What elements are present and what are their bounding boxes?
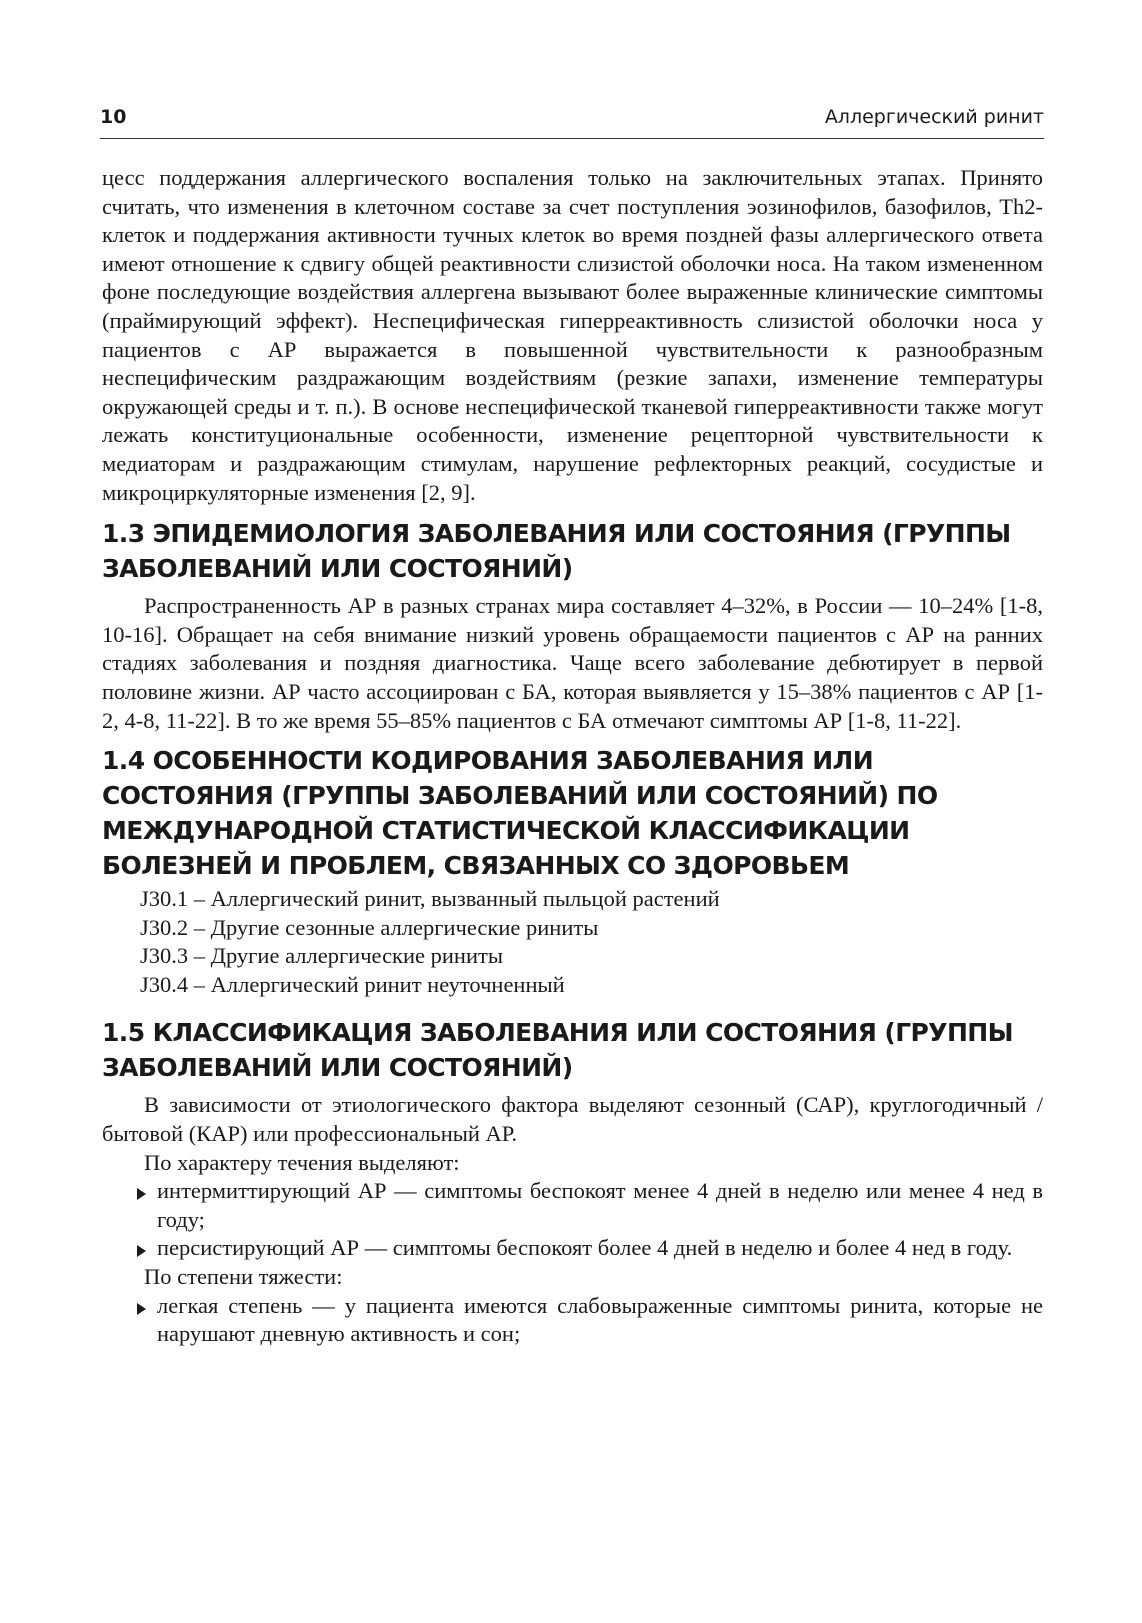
triangle-bullet-icon (137, 1303, 146, 1315)
severity-item-text: легкая степень — у пациента имеются слабовыраженные симптомы ринита, которые не нарушают дневную активность и сон; (157, 1292, 1043, 1347)
icd-code-item: J30.1 – Аллергический ринит, вызванный пыльцой растений (140, 886, 720, 912)
icd-code-item: J30.4 – Аллергический ринит неуточненный (140, 971, 565, 997)
triangle-bullet-icon (137, 1188, 146, 1200)
section-1-3-paragraph: Распространенность АР в разных странах мира составляет 4–32%, в России — 10–24% [1-8, 10-16]. Обращает на себя внимание низкий уровень обращаемости пациентов с АР на ранних стадиях заболевания и поздняя диагностика. Чаще всего заболевание дебютирует в первой половине жизни. АР часто ассоциирован с БА, которая выявляется у 15–38% пациентов с АР [1-2, 4-8, 11-22]. В то же время 55–85% пациентов с БА отмечают симптомы АР [1-8, 11-22]. (102, 593, 1043, 733)
course-item-text: персистирующий АР — симптомы беспокоят более 4 дней в неделю и более 4 нед в году. (157, 1235, 1013, 1261)
icd-code-item: J30.2 – Другие сезонные аллергические риниты (140, 914, 599, 940)
course-list-item (102, 1177, 1043, 1234)
running-title: Аллергический ринит (824, 106, 1044, 128)
section-heading-1-4: 1.4 ОСОБЕННОСТИ КОДИРОВАНИЯ ЗАБОЛЕВАНИЯ ИЛИ СОСТОЯНИЯ (ГРУППЫ ЗАБОЛЕВАНИЙ ИЛИ СОСТОЯНИЙ) ПО МЕЖДУНАРОДНОЙ СТАТИСТИЧЕСКОЙ КЛАССИФИКАЦИИ БОЛЕЗНЕЙ И ПРОБЛЕМ, СВЯЗАННЫХ СО ЗДОРОВЬЕМ (102, 746, 938, 881)
course-item-text: интермиттирующий АР — симптомы беспокоят менее 4 дней в неделю или менее 4 нед в году; (157, 1178, 1043, 1232)
course-list-item (102, 1234, 1043, 1263)
running-header (100, 103, 1044, 133)
severity-list-item (102, 1292, 1043, 1349)
icd-code-list (102, 885, 1043, 999)
body-text (102, 164, 1043, 1349)
icd-code-item: J30.3 – Другие аллергические риниты (140, 943, 503, 969)
course-intro: По характеру течения выделяют: (144, 1149, 460, 1175)
section-1-5-paragraph: В зависимости от этиологического фактора выделяют сезонный (САР), круглогодичный / бытовой (КАР) или профессиональный АР. (102, 1092, 1043, 1147)
page-number: 10 (100, 106, 127, 128)
severity-intro: По степени тяжести: (144, 1264, 343, 1290)
section-heading-1-3: 1.3 ЭПИДЕМИОЛОГИЯ ЗАБОЛЕВАНИЯ ИЛИ СОСТОЯНИЯ (ГРУППЫ ЗАБОЛЕВАНИЙ ИЛИ СОСТОЯНИЙ) (102, 519, 1011, 584)
section-heading-1-5: 1.5 КЛАССИФИКАЦИЯ ЗАБОЛЕВАНИЯ ИЛИ СОСТОЯНИЯ (ГРУППЫ ЗАБОЛЕВАНИЙ ИЛИ СОСТОЯНИЙ) (102, 1018, 1013, 1083)
header-rule (100, 138, 1044, 139)
course-list (102, 1177, 1043, 1263)
severity-list (102, 1292, 1043, 1349)
triangle-bullet-icon (137, 1245, 146, 1257)
intro-paragraph: цесс поддержания аллергического воспаления только на заключительных этапах. Принято считать, что изменения в клеточном составе за счет поступления эозинофилов, базофилов, Th2-клеток и поддержания активности тучных клеток во время поздней фазы аллергического ответа имеют отношение к сдвигу общей реактивности слизистой оболочки носа. На таком измененном фоне последующие воздействия аллергена вызывают более выраженные клинические симптомы (праймирующий эффект). Неспецифическая гиперреактивность слизистой оболочки носа у пациентов с АР выражается в повышенной чувствительности к разнообразным неспецифическим раздражающим воздействиям (резкие запахи, изменение температуры окружающей среды и т. п.). В основе неспецифической тканевой гиперреактивности также могут лежать конституциональные особенности, изменение рецепторной чувствительности к медиаторам и раздражающим стимулам, нарушение рефлекторных реакций, сосудистые и микроциркуляторные изменения [2, 9]. (102, 165, 1043, 505)
